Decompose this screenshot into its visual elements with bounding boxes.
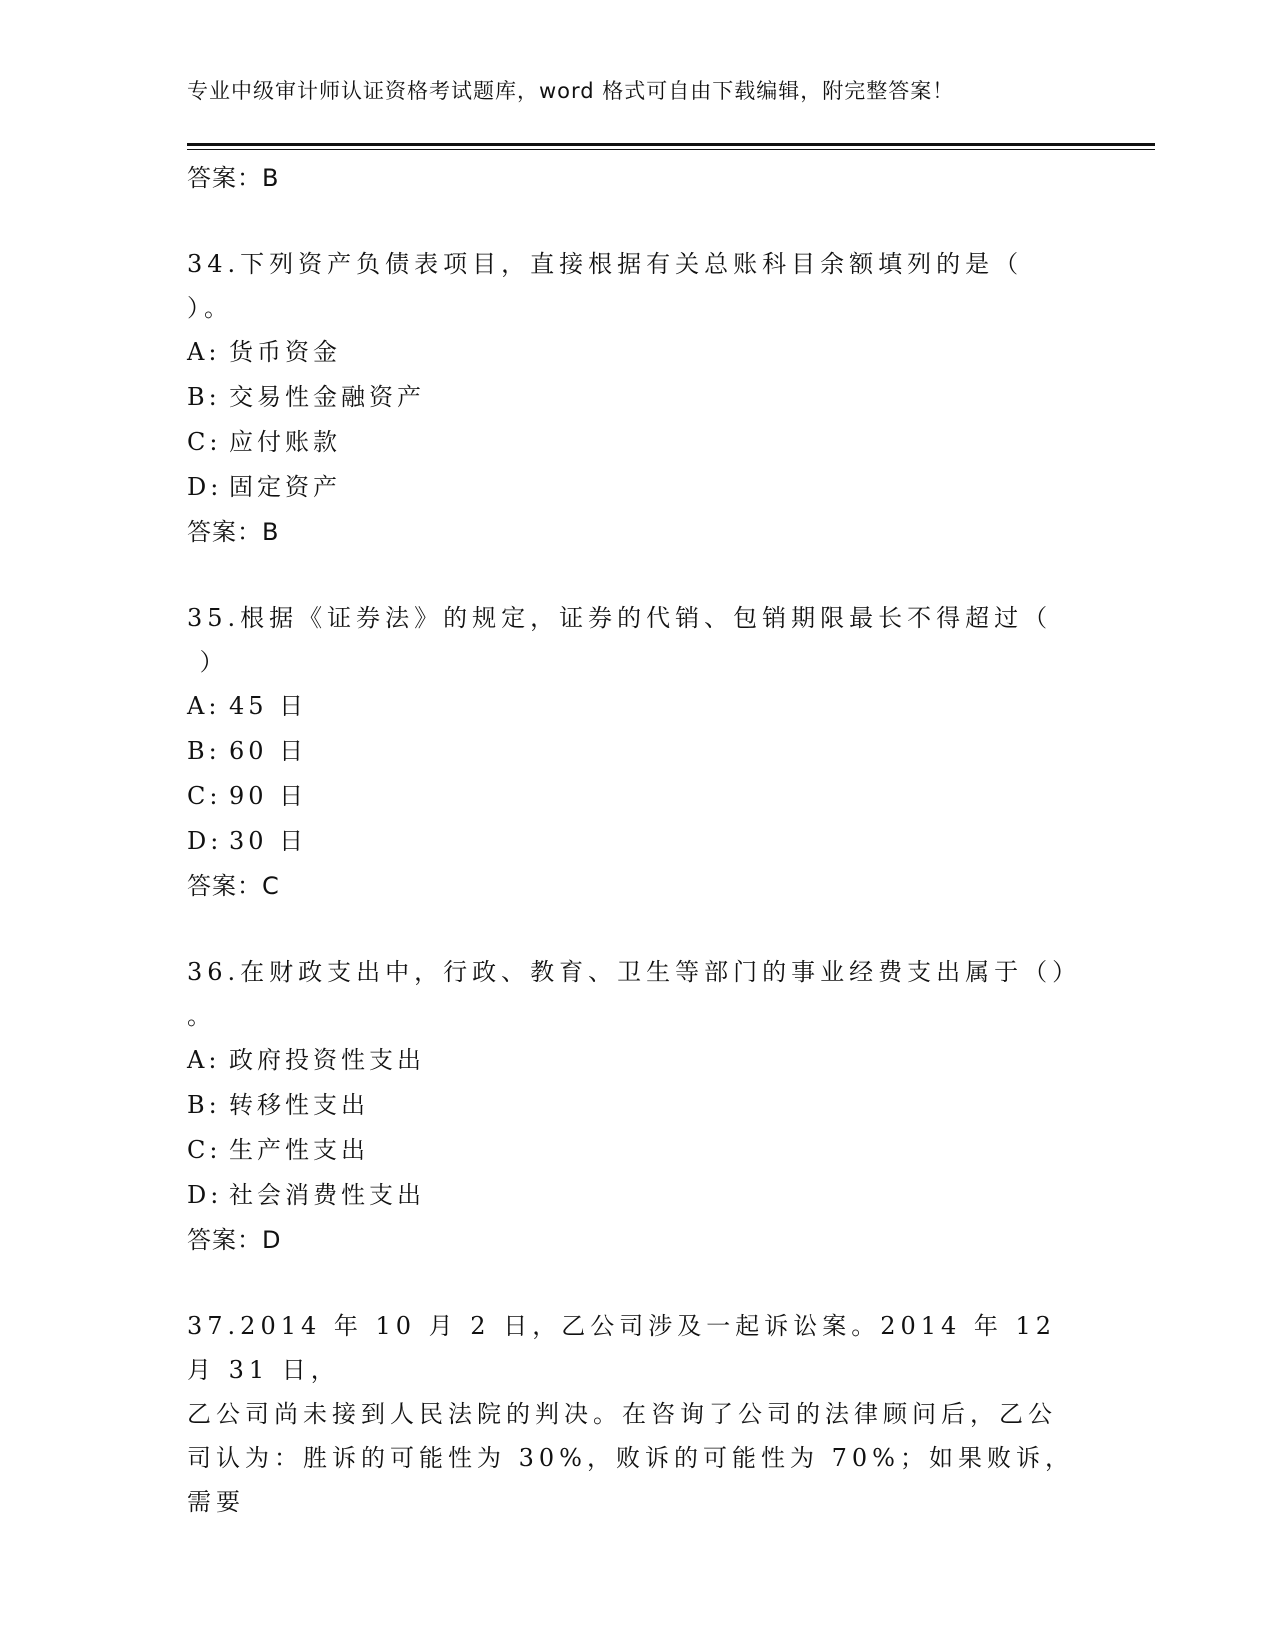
option-key: A: (187, 692, 221, 720)
option-key: C: (187, 428, 222, 456)
option-c (187, 420, 1087, 465)
option-d (187, 1173, 1087, 1218)
header-rule-thin (187, 149, 1155, 150)
option-d (187, 819, 1087, 864)
question-text: 37.2014 年 10 月 2 日，乙公司涉及一起诉讼案。2014 年 12 月 31 日， 乙公司尚未接到人民法院的判决。在咨询了公司的法律顾问后，乙公 司认为：胜诉的可能性为 30%，败诉的可能性为 70%；如果败诉，需要 (187, 1312, 1074, 1516)
option-b (187, 729, 1087, 774)
option-text: 社会消费性支出 (229, 1181, 425, 1209)
option-key: B: (187, 383, 221, 411)
option-key: C: (187, 782, 222, 810)
option-text: 60 日 (229, 737, 308, 765)
option-text: 货币资金 (229, 338, 341, 366)
header-rule (187, 143, 1155, 146)
option-key: C: (187, 1136, 222, 1164)
option-a (187, 1038, 1087, 1083)
question-36 (187, 950, 1087, 1262)
option-key: A: (187, 1046, 221, 1074)
option-key: B: (187, 737, 221, 765)
answer: 答案：C (187, 872, 280, 900)
question-text: 35.根据《证券法》的规定，证券的代销、包销期限最长不得超过（ ） (187, 604, 1053, 676)
option-text: 应付账款 (229, 428, 341, 456)
option-text: 政府投资性支出 (229, 1046, 425, 1074)
option-text: 生产性支出 (229, 1136, 369, 1164)
option-b (187, 375, 1087, 420)
question-37 (187, 1304, 1087, 1524)
option-key: D: (187, 1181, 223, 1209)
document-body (187, 156, 1087, 1524)
option-a (187, 330, 1087, 375)
option-b (187, 1083, 1087, 1128)
question-text: 34.下列资产负债表项目，直接根据有关总账科目余额填列的是（ ）。 (187, 250, 1024, 322)
answer: 答案：D (187, 1226, 282, 1254)
option-c (187, 774, 1087, 819)
option-key: D: (187, 827, 223, 855)
option-text: 30 日 (229, 827, 308, 855)
option-text: 转移性支出 (229, 1091, 369, 1119)
option-key: A: (187, 338, 221, 366)
option-key: B: (187, 1091, 221, 1119)
option-text: 45 日 (229, 692, 308, 720)
option-d (187, 465, 1087, 510)
option-text: 90 日 (229, 782, 308, 810)
option-c (187, 1128, 1087, 1173)
question-text: 36.在财政支出中，行政、教育、卫生等部门的事业经费支出属于（） 。 (187, 958, 1082, 1030)
option-a (187, 684, 1087, 729)
question-34 (187, 242, 1087, 554)
question-35 (187, 596, 1087, 908)
answer: 答案：B (187, 518, 280, 546)
page-header: 专业中级审计师认证资格考试题库，word 格式可自由下载编辑，附完整答案！ (187, 79, 955, 103)
option-text: 固定资产 (229, 473, 341, 501)
option-key: D: (187, 473, 223, 501)
option-text: 交易性金融资产 (229, 383, 425, 411)
previous-answer: 答案：B (187, 164, 280, 192)
